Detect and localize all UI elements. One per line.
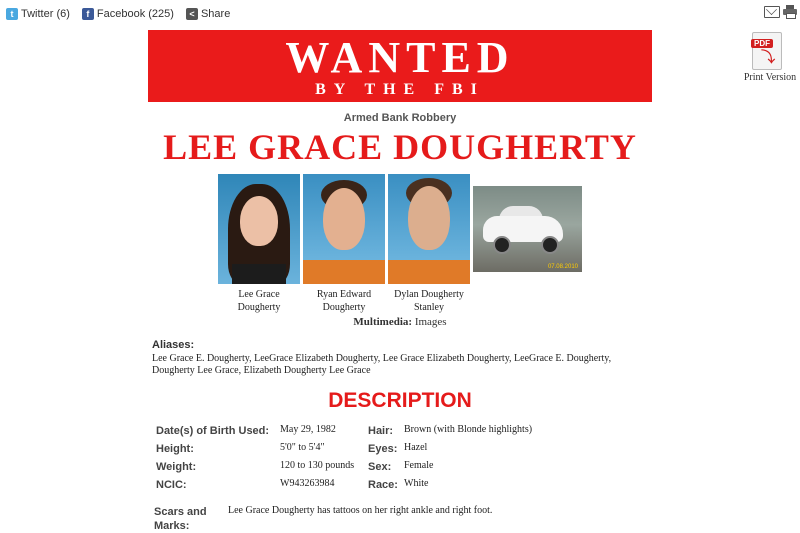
aliases-heading: Aliases:: [152, 339, 195, 351]
share-bar: [6, 6, 230, 22]
photo-caption: [379, 288, 479, 314]
hair-label: Hair:: [368, 425, 394, 437]
caption-line: Dougherty: [322, 302, 366, 313]
photo-dylan-dougherty-stanley[interactable]: [388, 174, 470, 284]
caption-line: Lee Grace: [238, 289, 280, 300]
caption-line: Dylan Dougherty: [394, 289, 464, 300]
weight-value: 120 to 130 pounds: [280, 460, 355, 471]
scars-label-line: Marks:: [154, 520, 190, 532]
caption-line: Ryan Edward: [316, 289, 372, 300]
height-value: 5'0" to 5'4": [280, 442, 325, 453]
scars-value: Lee Grace Dougherty has tattoos on her right ankle and right foot.: [228, 505, 493, 516]
share-link[interactable]: [186, 8, 230, 20]
race-value: White: [404, 478, 429, 489]
print-version-link[interactable]: Print Version: [743, 72, 797, 83]
height-label: Height:: [156, 443, 194, 455]
twitter-icon: t: [6, 8, 18, 20]
ncic-label: NCIC:: [156, 479, 187, 491]
twitter-share-label: Twitter (6): [21, 8, 70, 20]
multimedia-label: Multimedia:: [353, 316, 413, 328]
share-icon: <: [186, 8, 198, 20]
facebook-share-link[interactable]: [82, 8, 174, 20]
sex-label: Sex:: [368, 461, 392, 473]
scars-label: [154, 505, 207, 533]
photo-ryan-edward-dougherty[interactable]: [303, 174, 385, 284]
banner-subtitle: BY THE FBI: [315, 81, 485, 98]
aliases-text: Lee Grace E. Dougherty, LeeGrace Elizabeth Dougherty, Lee Grace Elizabeth Dougherty, LeeGrace E. Dougherty, Dougherty Lee Grace, Elizabeth Dougherty Lee Grace: [152, 353, 612, 376]
acrobat-swoosh-icon: ⤵: [761, 49, 775, 65]
hair-value: Brown (with Blonde highlights): [404, 424, 533, 435]
pdf-badge: PDF: [751, 39, 773, 48]
photo-white-car[interactable]: [473, 186, 582, 272]
scars-label-line: Scars and: [154, 506, 207, 518]
wanted-banner: [148, 30, 652, 102]
pdf-icon[interactable]: [752, 32, 782, 70]
sex-value: Female: [404, 460, 434, 471]
multimedia-row: [0, 316, 800, 328]
photo-date-stamp: 07.08.2010: [547, 264, 578, 270]
crime-type: Armed Bank Robbery: [343, 112, 457, 124]
twitter-share-link[interactable]: [6, 8, 70, 20]
facebook-share-label: Facebook (225): [96, 8, 174, 20]
weight-label: Weight:: [156, 461, 197, 473]
dob-label: Date(s) of Birth Used:: [156, 425, 270, 437]
fugitive-name: LEE GRACE DOUGHERTY: [163, 127, 637, 167]
ncic-value: W943263984: [280, 478, 335, 489]
photo-lee-grace-dougherty[interactable]: [218, 174, 300, 284]
race-label: Race:: [368, 479, 398, 491]
facebook-icon: f: [82, 8, 94, 20]
share-label: Share: [200, 8, 231, 20]
eyes-value: Hazel: [404, 442, 428, 453]
eyes-label: Eyes:: [368, 443, 398, 455]
caption-line: Dougherty: [237, 302, 281, 313]
caption-line: Stanley: [414, 302, 444, 313]
printer-icon[interactable]: [783, 5, 797, 17]
email-icon[interactable]: [764, 6, 780, 18]
images-link[interactable]: Images: [414, 316, 447, 328]
dob-value: May 29, 1982: [280, 424, 336, 435]
description-heading: DESCRIPTION: [328, 389, 472, 412]
banner-title: WANTED: [285, 33, 515, 82]
